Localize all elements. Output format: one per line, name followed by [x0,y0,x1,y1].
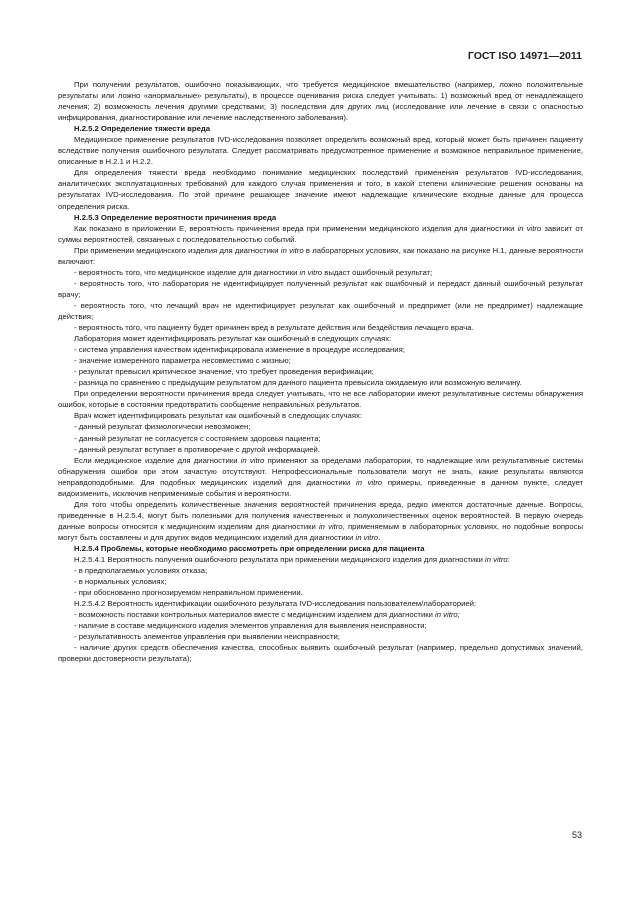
page-number: 53 [571,830,582,840]
paragraph [58,388,583,410]
section-heading [58,212,583,223]
paragraph [58,278,583,300]
text-run: Н.2.5.2 Определение тяжести вреда [74,124,211,134]
text-run: Медицинское применение результатов IVD-исследования позволяет определить возможный вред, который может быть причинен пациенту вследствие получения ошибочного результата. Следует рассматривать предусмотренное применение и возможное неправильное применение, описанные в Н.2.1 и Н.2.2. [58,135,583,167]
text-run: Н.2.5.4 Проблемы, которые необходимо рассмотреть при определении риска для пациента [74,543,425,553]
paragraph [58,499,583,543]
text-run: - наличие других средств обеспечения качества, способных выявить ошибочный результат (например, предельно допустимых значений, проверки достоверности результата); [58,643,583,664]
text-run: - вероятность того, что медицинское изделие для диагностики [74,267,300,277]
paragraph [58,167,583,211]
paragraph [58,433,583,444]
paragraph [58,642,583,664]
paragraph [58,355,583,366]
paragraph [58,421,583,432]
paragraph [58,322,583,333]
text-run: Если медицинское изделие для диагностики [74,455,241,465]
text-run: Как показано в приложении Е, вероятность причинения вреда при применении медицинского изделия для диагностики [74,223,518,233]
paragraph [58,300,583,322]
paragraph [58,344,583,355]
text-run: - система управления качеством идентифицировала изменение в процедуре исследования; [74,345,405,355]
text-run: - в нормальных условиях; [74,577,167,587]
text-run: : [507,555,510,565]
text-run: При применении медицинского изделия для диагностики [74,245,281,255]
italic-term: in vitro [355,532,379,542]
paragraph [58,223,583,245]
paragraph [58,631,583,642]
italic-term: in vitro [485,555,508,565]
text-run: примеры, приведенные в данном пункте, следует видоизменить, исключив неприменимые события и вероятности. [58,477,583,498]
text-run: Н.2.5.3 Определение вероятности причинения вреда [74,212,277,222]
text-run: - наличие в составе медицинского изделия элементов управления для выявления неисправности; [74,621,427,631]
text-run: Н.2.5.4.2 Вероятность идентификации ошибочного результата IVD-исследования пользователем/лабораторией: [74,599,477,609]
text-run: применяют за пределами лаборатории, то надлежащие или результативные системы обнаружения ошибок при этом зачастую отсутствуют. Непрофессиональные пользователи могут не знать, какие результаты являются неправдоподобными. Для подобных медицинских изделий для диагностики [58,455,583,487]
text-run: - значение измеренного параметра несовместимо с жизнью; [74,356,291,366]
paragraph [58,410,583,421]
paragraph [58,598,583,609]
text-run: - в предполагаемых условиях отказа; [74,566,208,576]
paragraph [58,79,583,123]
italic-term: in vitro [299,267,323,277]
paragraph [58,576,583,587]
paragraph [58,554,583,565]
paragraph [58,333,583,344]
text-run: Н.2.5.4.1 Вероятность получения ошибочного результата при применении медицинского изделия для диагностики [74,555,486,565]
text-run: зависит от суммы вероятностей, связанных с последовательностью событий. [58,223,583,244]
text-run: - результативность элементов управления при выявлении неисправности; [74,632,340,642]
standard-header: ГОСТ ISO 14971—2011 [467,50,582,62]
text-run: Лаборатория может идентифицировать результат как ошибочный в следующих случаях: [74,334,392,344]
section-heading [58,123,583,134]
paragraph [58,455,583,499]
text-run: При определении вероятности причинения вреда следует учитывать, что не все лаборатории имеют результативные системы обнаружения ошибок, которые в состоянии предотвратить сообщение неправильных результатов. [58,389,583,410]
text-run: - вероятность того, что лечащий врач не идентифицирует результат как ошибочный и предпримет (или не предпримет) надлежащие действия; [58,300,583,321]
italic-term: in vitro [280,245,304,255]
text-run: - данный результат физиологически невозможен; [74,422,251,432]
italic-term: in vitro [517,223,542,233]
text-run: При получении результатов, ошибочно показывающих, что требуется медицинское вмешательство (например, ложно положительные результаты или ложно «анормальные» результаты), в процессе оценивания риска следует учитывать: 1) возможный вред от ненадлежащего лечения; 2) возможность лечения другими средствами; 3) последствия для других лиц (исследование или лечение в связи с опасностью инфицирования, диагностирование или лечение наследственного заболевания). [58,80,583,123]
text-run: выдаст ошибочный результат; [322,267,433,277]
paragraph [58,245,583,267]
text-run: . [378,532,381,542]
italic-term: in vitro [318,521,343,531]
text-run: - разница по сравнению с предыдущим результатом для данного пациента превысила ожидаемую или возможную величину. [74,378,522,388]
italic-term: in vitro; [435,610,460,620]
paragraph [58,587,583,598]
paragraph [58,366,583,377]
paragraph [58,609,583,620]
text-run: Врач может идентифицировать результат как ошибочный в следующих случаях: [74,411,362,421]
paragraph [58,565,583,576]
section-heading [58,543,583,554]
text-run: - возможность поставки контрольных материалов вместе с медицинским изделием для диагностики [74,610,436,620]
text-run: - данный результат вступает в противоречие с другой информацией. [74,444,320,454]
paragraph [58,134,583,167]
text-run: , применяемым в лабораторных условиях, но подобные вопросы могут быть составлены и для других видов медицинских изделий для диагностики [58,521,583,542]
paragraph [58,444,583,455]
paragraph [58,377,583,388]
italic-term: in vitro [356,477,383,487]
paragraph [58,267,583,278]
text-run: - результат превысил критическое значение, что требует проведения верификации; [74,367,374,377]
text-run: - вероятность того, что лаборатория не идентифицирует полученный результат как ошибочный и передаст данный ошибочный результат врачу; [58,278,583,299]
text-run: - при обоснованно прогнозируемом неправильном применении. [74,588,303,598]
paragraph [58,620,583,631]
text-run: - данный результат не согласуется с состоянием здоровья пациента; [74,433,321,443]
text-run: в лабораторных условиях, как показано на рисунке Н.1, данные вероятности включают: [58,245,583,266]
text-run: - вероятность того, что пациенту будет причинен вред в результате действия или бездействия лечащего врача. [74,323,474,333]
text-run: Для определения тяжести вреда необходимо понимание медицинских последствий применения результатов IVD-исследования, аналитических эксплуатационных требований для каждого случая применения и того, в какой степени клинические решения основаны на результатах IVD-исследования. По этой причине решающее значение имеют надлежащие клинические входные данные для процесса определения риска. [58,168,583,211]
italic-term: in vitro [240,455,265,465]
document-body [58,79,583,664]
text-run: Для того чтобы определить количественные значения вероятностей причинения вреда, редко имеются достаточные данные. Вопросы, приведенные в Н.2.5.4, могут быть полезными для получения качественных и полуколичественных оценок вероятностей. В первую очередь данные вопросы относятся к медицинским изделиям для диагностики [58,499,583,531]
